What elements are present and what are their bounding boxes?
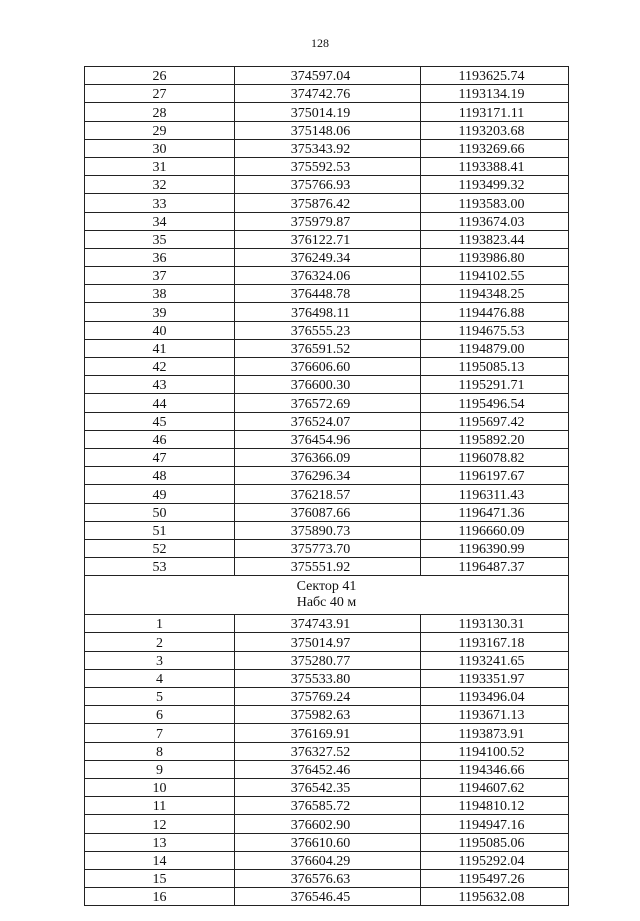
x-coordinate-cell: 376454.96 <box>235 430 421 448</box>
point-number-cell: 5 <box>85 688 235 706</box>
x-coordinate-cell: 375148.06 <box>235 121 421 139</box>
x-coordinate-cell: 375014.97 <box>235 633 421 651</box>
table-row <box>85 651 569 669</box>
x-coordinate-cell: 374597.04 <box>235 67 421 85</box>
x-coordinate-cell: 375766.93 <box>235 176 421 194</box>
y-coordinate-cell: 1195085.13 <box>421 358 569 376</box>
x-coordinate-cell: 375982.63 <box>235 706 421 724</box>
table-row <box>85 157 569 175</box>
x-coordinate-cell: 376448.78 <box>235 285 421 303</box>
point-number-cell: 7 <box>85 724 235 742</box>
point-number-cell: 12 <box>85 815 235 833</box>
point-number-cell: 16 <box>85 888 235 906</box>
y-coordinate-cell: 1193823.44 <box>421 230 569 248</box>
y-coordinate-cell: 1195632.08 <box>421 888 569 906</box>
section-header <box>85 576 569 615</box>
y-coordinate-cell: 1193496.04 <box>421 688 569 706</box>
point-number-cell: 33 <box>85 194 235 212</box>
table-row <box>85 176 569 194</box>
point-number-cell: 26 <box>85 67 235 85</box>
y-coordinate-cell: 1193388.41 <box>421 157 569 175</box>
table-row <box>85 285 569 303</box>
table-row <box>85 376 569 394</box>
y-coordinate-cell: 1194810.12 <box>421 797 569 815</box>
table-row <box>85 412 569 430</box>
y-coordinate-cell: 1193873.91 <box>421 724 569 742</box>
y-coordinate-cell: 1195697.42 <box>421 412 569 430</box>
table-row <box>85 615 569 633</box>
table-row <box>85 669 569 687</box>
x-coordinate-cell: 376606.60 <box>235 358 421 376</box>
y-coordinate-cell: 1196471.36 <box>421 503 569 521</box>
y-coordinate-cell: 1194675.53 <box>421 321 569 339</box>
y-coordinate-cell: 1195892.20 <box>421 430 569 448</box>
y-coordinate-cell: 1195085.06 <box>421 833 569 851</box>
point-number-cell: 43 <box>85 376 235 394</box>
x-coordinate-cell: 376498.11 <box>235 303 421 321</box>
point-number-cell: 37 <box>85 267 235 285</box>
point-number-cell: 1 <box>85 615 235 633</box>
y-coordinate-cell: 1193671.13 <box>421 706 569 724</box>
table-body-lower <box>85 615 569 906</box>
x-coordinate-cell: 376452.46 <box>235 760 421 778</box>
y-coordinate-cell: 1193269.66 <box>421 139 569 157</box>
point-number-cell: 45 <box>85 412 235 430</box>
y-coordinate-cell: 1194476.88 <box>421 303 569 321</box>
y-coordinate-cell: 1194607.62 <box>421 778 569 796</box>
point-number-cell: 47 <box>85 448 235 466</box>
table-row <box>85 230 569 248</box>
section-subtitle: Набс 40 м <box>296 595 357 611</box>
x-coordinate-cell: 375773.70 <box>235 539 421 557</box>
y-coordinate-cell: 1196197.67 <box>421 467 569 485</box>
x-coordinate-cell: 374743.91 <box>235 615 421 633</box>
table-row <box>85 85 569 103</box>
table-row <box>85 303 569 321</box>
x-coordinate-cell: 376572.69 <box>235 394 421 412</box>
y-coordinate-cell: 1193674.03 <box>421 212 569 230</box>
point-number-cell: 27 <box>85 85 235 103</box>
table-row <box>85 67 569 85</box>
x-coordinate-cell: 376610.60 <box>235 833 421 851</box>
x-coordinate-cell: 376249.34 <box>235 248 421 266</box>
y-coordinate-cell: 1193130.31 <box>421 615 569 633</box>
table-row <box>85 706 569 724</box>
point-number-cell: 53 <box>85 558 235 576</box>
x-coordinate-cell: 376122.71 <box>235 230 421 248</box>
table-row <box>85 103 569 121</box>
table-row <box>85 339 569 357</box>
table-row <box>85 778 569 796</box>
point-number-cell: 13 <box>85 833 235 851</box>
table-row <box>85 724 569 742</box>
table-row <box>85 558 569 576</box>
y-coordinate-cell: 1193499.32 <box>421 176 569 194</box>
section-title: Сектор 41 <box>296 579 357 595</box>
point-number-cell: 35 <box>85 230 235 248</box>
x-coordinate-cell: 376602.90 <box>235 815 421 833</box>
x-coordinate-cell: 375533.80 <box>235 669 421 687</box>
section-cell <box>85 576 569 615</box>
x-coordinate-cell: 376327.52 <box>235 742 421 760</box>
coordinates-table <box>84 66 569 906</box>
table-row <box>85 467 569 485</box>
table-row <box>85 539 569 557</box>
x-coordinate-cell: 376087.66 <box>235 503 421 521</box>
table-row <box>85 633 569 651</box>
x-coordinate-cell: 376542.35 <box>235 778 421 796</box>
x-coordinate-cell: 375979.87 <box>235 212 421 230</box>
table-row <box>85 194 569 212</box>
table-row <box>85 485 569 503</box>
x-coordinate-cell: 376576.63 <box>235 869 421 887</box>
point-number-cell: 6 <box>85 706 235 724</box>
point-number-cell: 34 <box>85 212 235 230</box>
table-row <box>85 888 569 906</box>
x-coordinate-cell: 374742.76 <box>235 85 421 103</box>
table-row <box>85 212 569 230</box>
y-coordinate-cell: 1194879.00 <box>421 339 569 357</box>
x-coordinate-cell: 375280.77 <box>235 651 421 669</box>
x-coordinate-cell: 376604.29 <box>235 851 421 869</box>
y-coordinate-cell: 1195292.04 <box>421 851 569 869</box>
point-number-cell: 50 <box>85 503 235 521</box>
y-coordinate-cell: 1196487.37 <box>421 558 569 576</box>
x-coordinate-cell: 375890.73 <box>235 521 421 539</box>
x-coordinate-cell: 376600.30 <box>235 376 421 394</box>
table-row <box>85 267 569 285</box>
x-coordinate-cell: 376169.91 <box>235 724 421 742</box>
x-coordinate-cell: 376324.06 <box>235 267 421 285</box>
table-row <box>85 851 569 869</box>
point-number-cell: 30 <box>85 139 235 157</box>
point-number-cell: 2 <box>85 633 235 651</box>
y-coordinate-cell: 1194348.25 <box>421 285 569 303</box>
table-row <box>85 448 569 466</box>
y-coordinate-cell: 1193351.97 <box>421 669 569 687</box>
point-number-cell: 41 <box>85 339 235 357</box>
table-row <box>85 503 569 521</box>
y-coordinate-cell: 1196390.99 <box>421 539 569 557</box>
x-coordinate-cell: 376524.07 <box>235 412 421 430</box>
x-coordinate-cell: 376296.34 <box>235 467 421 485</box>
point-number-cell: 11 <box>85 797 235 815</box>
table-row <box>85 688 569 706</box>
point-number-cell: 32 <box>85 176 235 194</box>
point-number-cell: 14 <box>85 851 235 869</box>
y-coordinate-cell: 1194102.55 <box>421 267 569 285</box>
x-coordinate-cell: 375014.19 <box>235 103 421 121</box>
y-coordinate-cell: 1196311.43 <box>421 485 569 503</box>
point-number-cell: 39 <box>85 303 235 321</box>
x-coordinate-cell: 376546.45 <box>235 888 421 906</box>
point-number-cell: 49 <box>85 485 235 503</box>
point-number-cell: 8 <box>85 742 235 760</box>
y-coordinate-cell: 1193583.00 <box>421 194 569 212</box>
y-coordinate-cell: 1193134.19 <box>421 85 569 103</box>
y-coordinate-cell: 1194346.66 <box>421 760 569 778</box>
x-coordinate-cell: 376218.57 <box>235 485 421 503</box>
table-row <box>85 742 569 760</box>
point-number-cell: 31 <box>85 157 235 175</box>
x-coordinate-cell: 376585.72 <box>235 797 421 815</box>
table-row <box>85 869 569 887</box>
point-number-cell: 9 <box>85 760 235 778</box>
y-coordinate-cell: 1194100.52 <box>421 742 569 760</box>
point-number-cell: 4 <box>85 669 235 687</box>
point-number-cell: 40 <box>85 321 235 339</box>
point-number-cell: 36 <box>85 248 235 266</box>
point-number-cell: 10 <box>85 778 235 796</box>
y-coordinate-cell: 1196660.09 <box>421 521 569 539</box>
point-number-cell: 15 <box>85 869 235 887</box>
page-number: 128 <box>311 36 329 50</box>
x-coordinate-cell: 375551.92 <box>235 558 421 576</box>
x-coordinate-cell: 375343.92 <box>235 139 421 157</box>
table-row <box>85 430 569 448</box>
y-coordinate-cell: 1195291.71 <box>421 376 569 394</box>
table-row <box>85 139 569 157</box>
x-coordinate-cell: 376366.09 <box>235 448 421 466</box>
table-row <box>85 797 569 815</box>
y-coordinate-cell: 1193241.65 <box>421 651 569 669</box>
point-number-cell: 46 <box>85 430 235 448</box>
y-coordinate-cell: 1194947.16 <box>421 815 569 833</box>
y-coordinate-cell: 1193167.18 <box>421 633 569 651</box>
point-number-cell: 28 <box>85 103 235 121</box>
table-row <box>85 358 569 376</box>
y-coordinate-cell: 1193203.68 <box>421 121 569 139</box>
point-number-cell: 29 <box>85 121 235 139</box>
x-coordinate-cell: 376591.52 <box>235 339 421 357</box>
y-coordinate-cell: 1193986.80 <box>421 248 569 266</box>
x-coordinate-cell: 375769.24 <box>235 688 421 706</box>
table-row <box>85 521 569 539</box>
y-coordinate-cell: 1195497.26 <box>421 869 569 887</box>
y-coordinate-cell: 1196078.82 <box>421 448 569 466</box>
table-row <box>85 833 569 851</box>
table-row <box>85 121 569 139</box>
point-number-cell: 3 <box>85 651 235 669</box>
section-row <box>85 576 569 615</box>
table-row <box>85 815 569 833</box>
table-row <box>85 760 569 778</box>
y-coordinate-cell: 1193625.74 <box>421 67 569 85</box>
point-number-cell: 48 <box>85 467 235 485</box>
x-coordinate-cell: 375876.42 <box>235 194 421 212</box>
point-number-cell: 42 <box>85 358 235 376</box>
point-number-cell: 38 <box>85 285 235 303</box>
y-coordinate-cell: 1195496.54 <box>421 394 569 412</box>
x-coordinate-cell: 375592.53 <box>235 157 421 175</box>
table-row <box>85 321 569 339</box>
y-coordinate-cell: 1193171.11 <box>421 103 569 121</box>
x-coordinate-cell: 376555.23 <box>235 321 421 339</box>
table-body-upper <box>85 67 569 576</box>
table-row <box>85 248 569 266</box>
point-number-cell: 51 <box>85 521 235 539</box>
point-number-cell: 44 <box>85 394 235 412</box>
table-row <box>85 394 569 412</box>
point-number-cell: 52 <box>85 539 235 557</box>
